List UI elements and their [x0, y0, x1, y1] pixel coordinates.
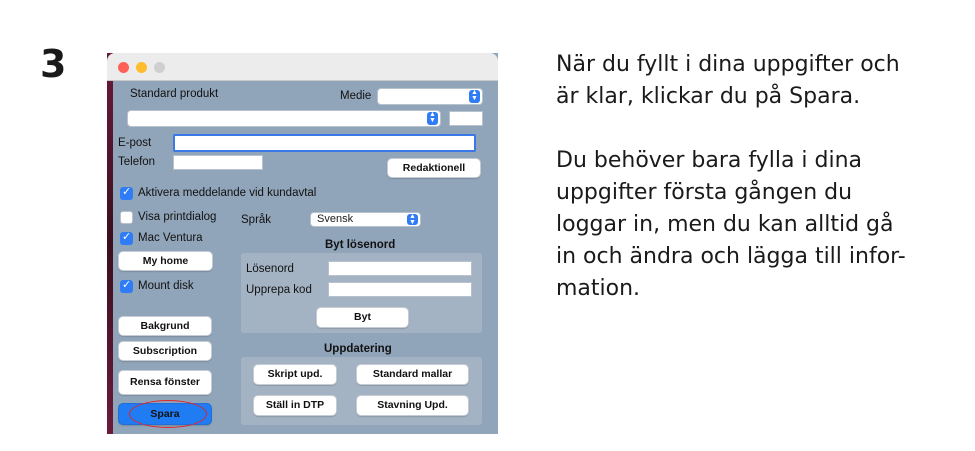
chevron-updown-icon: ▲ ▼	[407, 214, 418, 225]
subscription-button[interactable]: Subscription	[118, 341, 212, 361]
byt-losenord-heading: Byt lösenord	[325, 239, 396, 251]
losenord-field[interactable]	[328, 261, 472, 276]
email-field[interactable]	[173, 134, 476, 152]
minimize-window-icon[interactable]	[136, 62, 147, 73]
telefon-label: Telefon	[118, 156, 156, 168]
instruction-paragraph-2	[556, 145, 966, 305]
instruction-line: loggar in, men du kan alltid gå	[556, 212, 894, 237]
epost-label: E-post	[118, 137, 152, 149]
instruction-paragraph-1	[556, 49, 966, 113]
aktivera-label: Aktivera meddelande vid kundavtal	[138, 187, 317, 199]
bakgrund-button[interactable]: Bakgrund	[118, 316, 212, 336]
redaktionell-button[interactable]: Redaktionell	[387, 158, 481, 178]
mac-ventura-label: Mac Ventura	[138, 232, 203, 244]
spara-highlight-circle	[129, 400, 207, 428]
visa-printdialog-checkbox[interactable]	[120, 211, 133, 224]
chevron-updown-icon: ▲ ▼	[469, 90, 480, 103]
instruction-line: är klar, klickar du på Spara.	[556, 84, 861, 109]
instruction-line: mation.	[556, 276, 641, 301]
stall-in-dtp-button[interactable]: Ställ in DTP	[253, 395, 337, 416]
zoom-window-icon[interactable]	[154, 62, 165, 73]
mac-ventura-checkbox[interactable]	[120, 232, 133, 245]
uppdatering-heading: Uppdatering	[324, 343, 392, 355]
step-number: 3	[40, 42, 67, 86]
standard-produkt-label: Standard produkt	[130, 88, 219, 100]
rensa-fonster-button[interactable]: Rensa fönster	[118, 370, 212, 395]
window-titlebar	[107, 53, 498, 81]
standard-mallar-button[interactable]: Standard mallar	[356, 364, 469, 385]
chevron-updown-icon: ▲ ▼	[427, 112, 438, 125]
byt-button[interactable]: Byt	[316, 307, 409, 328]
skript-upd-button[interactable]: Skript upd.	[253, 364, 337, 385]
instruction-line: När du fyllt i dina uppgifter och	[556, 52, 900, 77]
stavning-upd-button[interactable]: Stavning Upd.	[356, 395, 469, 416]
settings-window	[107, 53, 498, 434]
product-code-field[interactable]	[449, 111, 483, 126]
upprepa-kod-field[interactable]	[328, 282, 472, 297]
desktop-background-strip	[107, 53, 113, 434]
medie-label: Medie	[340, 90, 372, 102]
aktivera-checkbox[interactable]	[120, 187, 133, 200]
sprak-value: Svensk	[317, 213, 354, 225]
visa-printdialog-label: Visa printdialog	[138, 211, 217, 223]
upprepa-kod-label: Upprepa kod	[246, 284, 312, 296]
instruction-line: Du behöver bara fylla i dina	[556, 148, 863, 173]
instruction-line: uppgifter första gången du	[556, 180, 853, 205]
spara-button[interactable]: Spara	[118, 403, 212, 425]
sprak-select[interactable]	[310, 212, 421, 227]
close-window-icon[interactable]	[118, 62, 129, 73]
mount-disk-label: Mount disk	[138, 280, 194, 292]
sprak-label: Språk	[241, 214, 272, 226]
medie-select[interactable]	[377, 88, 483, 105]
instruction-line: in och ändra och lägga till infor-	[556, 244, 906, 269]
telefon-field[interactable]	[173, 155, 263, 170]
mount-disk-checkbox[interactable]	[120, 280, 133, 293]
losenord-label: Lösenord	[246, 263, 294, 275]
my-home-button[interactable]: My home	[118, 251, 213, 271]
standard-produkt-select[interactable]	[127, 110, 441, 127]
